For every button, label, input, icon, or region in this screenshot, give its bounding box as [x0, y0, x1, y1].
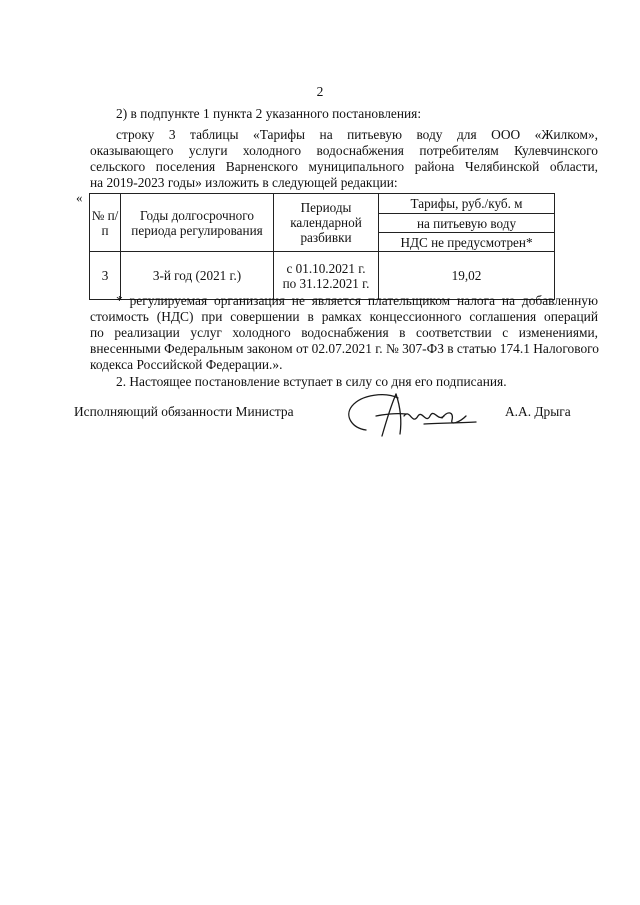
amendment-heading: 2) в подпункте 1 пункта 2 указанного постановления:: [116, 106, 422, 121]
cell-tariff: 19,02: [379, 252, 555, 300]
amendment-intro-line-2: оказывающего услуги холодного водоснабжения потребителям Кулевчинского: [90, 143, 598, 158]
amendment-intro-line-4: на 2019-2023 годы» изложить в следующей редакции:: [90, 175, 398, 190]
amendment-intro-line-1: строку 3 таблицы «Тарифы на питьевую воду для ООО «Жилком»,: [116, 127, 598, 142]
clause-2: 2. Настоящее постановление вступает в силу со дня его подписания.: [116, 374, 507, 389]
footnote-line-4: внесенными Федеральным законом от 02.07.2021 г. № 307-ФЗ в статью 174.1 Налогового: [90, 341, 600, 356]
header-drinking-water: на питьевую воду: [379, 214, 555, 233]
cell-number: 3: [90, 252, 121, 300]
signer-role: Исполняющий обязанности Министра: [74, 404, 294, 419]
page-number: 2: [316, 84, 324, 99]
header-tariffs: Тарифы, руб./куб. м: [379, 194, 555, 214]
footnote-line-3: по реализации услуг холодного водоснабжения в соответствии с изменениями,: [90, 325, 598, 340]
footnote-line-5: кодекса Российской Федерации.».: [90, 357, 283, 372]
handwritten-signature: [338, 386, 490, 444]
footnote-line-1: * регулируемая организация не является плательщиком налога на добавленную: [116, 293, 598, 308]
cell-year: 3-й год (2021 г.): [121, 252, 274, 300]
header-number: № п/п: [90, 194, 121, 252]
tariff-table: [89, 193, 555, 300]
cell-period-to: по 31.12.2021 г.: [282, 275, 370, 291]
amendment-intro-line-3: сельского поселения Варненского муниципального района Челябинской области,: [90, 159, 598, 174]
footnote-line-2: стоимость (НДС) при совершении в рамках концессионного соглашения операций: [90, 309, 598, 324]
cell-period-from: с 01.10.2021 г.: [286, 260, 366, 276]
signer-name: А.А. Дрыга: [505, 404, 571, 419]
header-calendar-periods: Периоды календарной разбивки: [274, 194, 379, 252]
header-regulation-years: Годы долгосрочного периода регулирования: [121, 194, 274, 252]
header-vat-note: НДС не предусмотрен*: [379, 233, 555, 252]
opening-quote-mark: «: [76, 190, 83, 205]
